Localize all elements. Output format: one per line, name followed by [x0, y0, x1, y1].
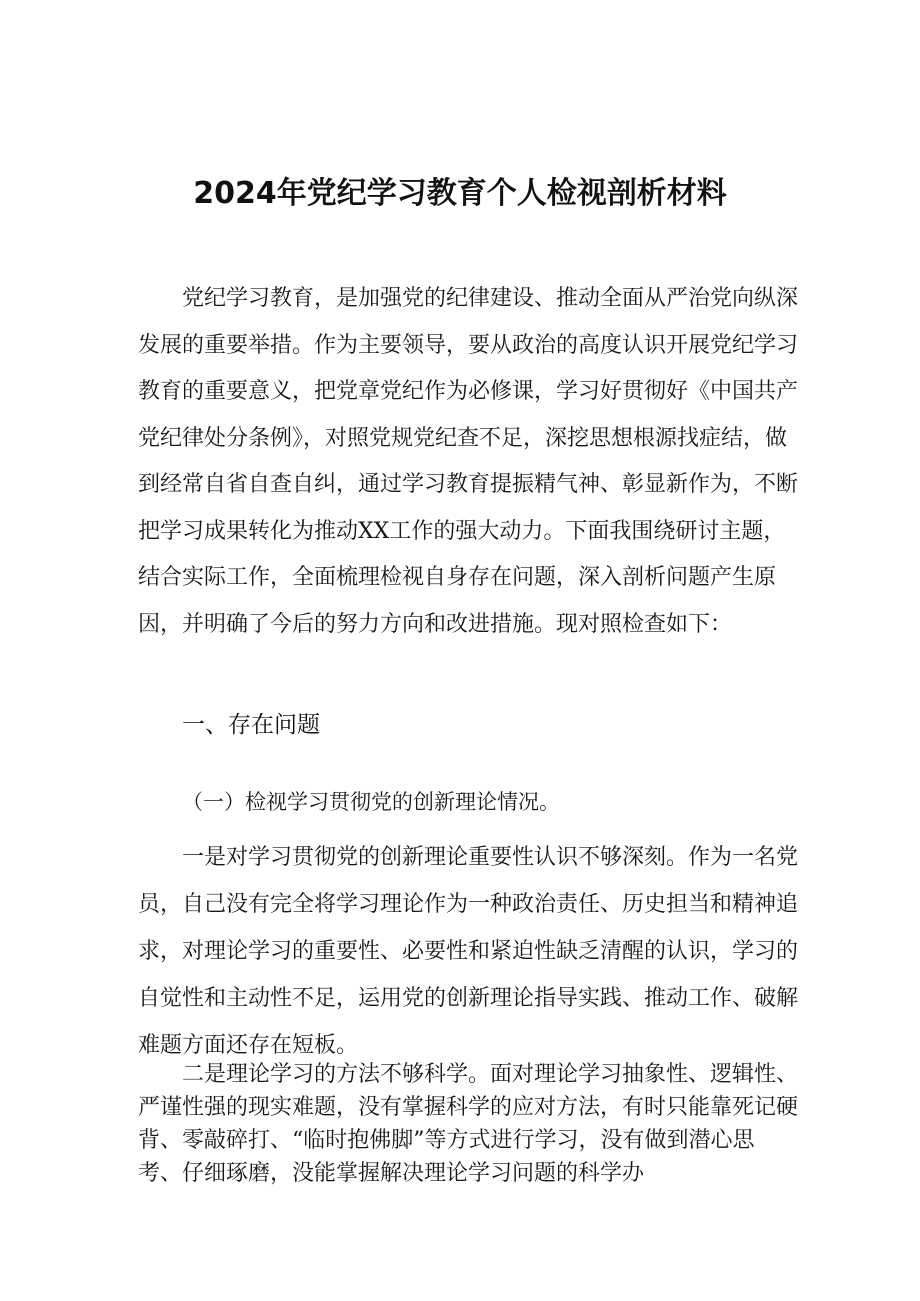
paragraph-two: 二是理论学习的方法不够科学。面对理论学习抽象性、逻辑性、严谨性强的现实难题，没有掌握科学的应对方法，有时只能靠死记硬背、零敲碎打、“临时抱佛脚”等方式进行学习，没有做到潜心思考、仔细琢磨，没能掌握解决理论学习问题的科学办	[138, 1062, 799, 1186]
paragraph-one: 一是对学习贯彻党的创新理论重要性认识不够深刻。作为一名党员，自己没有完全将学习理论作为一种政治责任、历史担当和精神追求，对理论学习的重要性、必要性和紧迫性缺乏清醒的认识，学习的自觉性和主动性不足，运用党的创新理论指导实践、推动工作、破解难题方面还存在短板。	[138, 845, 799, 1058]
subsection-heading: （一）检视学习贯彻党的创新理论情况。	[182, 790, 560, 814]
document-title: 2024年党纪学习教育个人检视剖析材料	[193, 176, 727, 211]
section-heading: 一、存在问题	[182, 712, 320, 738]
intro-paragraph: 党纪学习教育，是加强党的纪律建设、推动全面从严治党向纵深发展的重要举措。作为主要领导，要从政治的高度认识开展党纪学习教育的重要意义，把党章党纪作为必修课，学习好贯彻好《中国共产党纪律处分条例》，对照党规党纪查不足，深挖思想根源找症结，做到经常自省自查自纠，通过学习教育提振精气神、彰显新作为，不断把学习成果转化为推动XX工作的强大动力。下面我围绕研讨主题，结合实际工作，全面梳理检视自身存在问题，深入剖析问题产生原因，并明确了今后的努力方向和改进措施。现对照检查如下：	[138, 286, 799, 637]
